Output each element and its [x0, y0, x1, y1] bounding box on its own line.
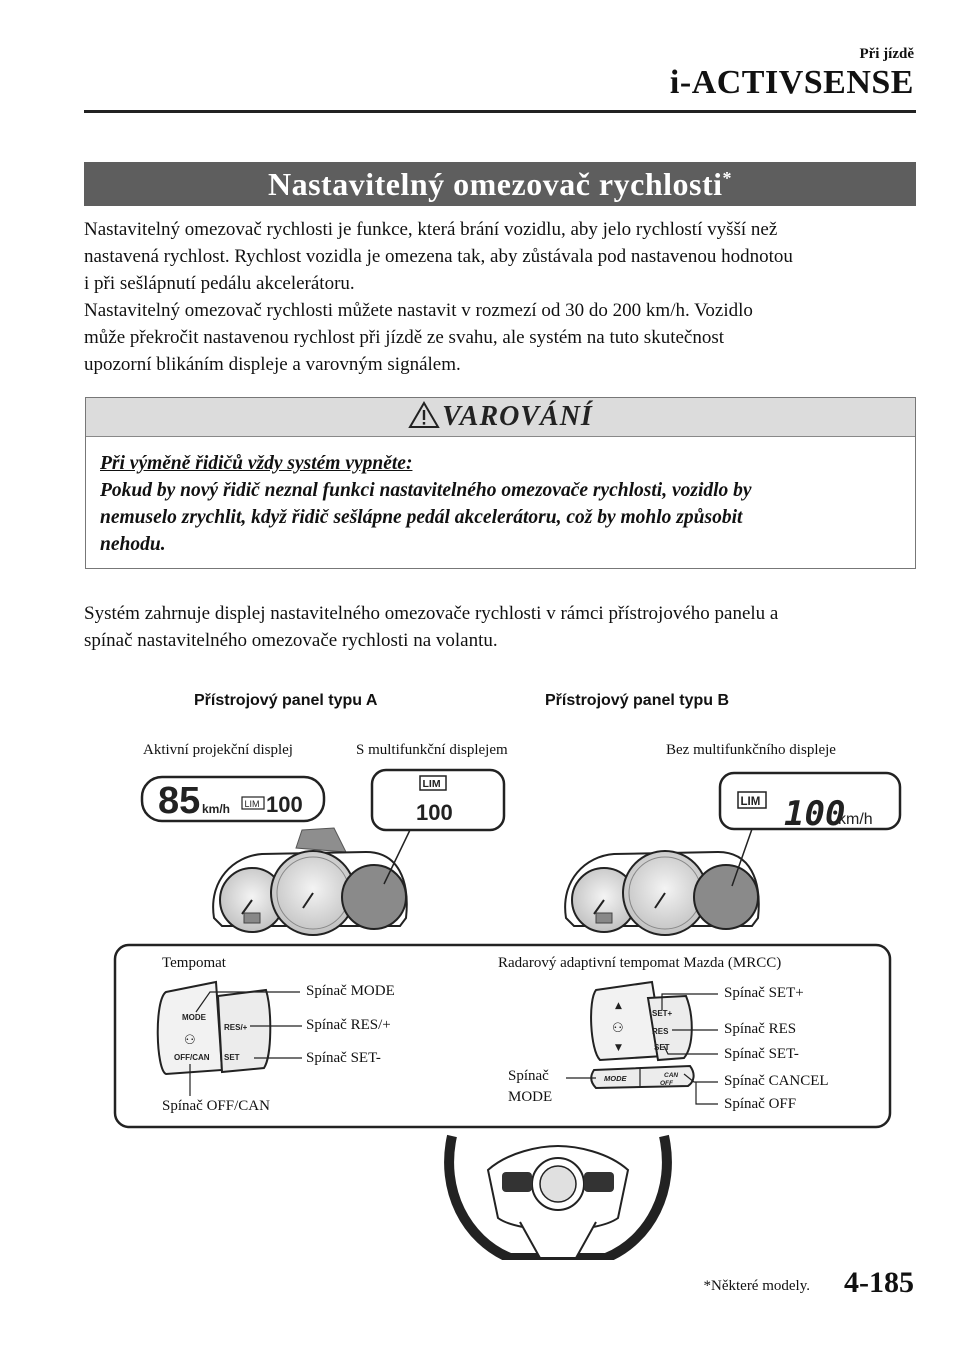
- mrcc-title: Radarový adaptivní tempomat Mazda (MRCC): [498, 955, 782, 971]
- mfd-display: [372, 770, 504, 884]
- cluster-b: [565, 851, 759, 935]
- mrcc-mode-label-2: MODE: [508, 1089, 553, 1105]
- hud-label: Aktivní projekční displej: [143, 742, 293, 758]
- mrcc-off-label: Spínač OFF: [724, 1096, 797, 1112]
- mode-button-text: MODE: [182, 1013, 206, 1022]
- system-line: Systém zahrnuje displej nastavitelného omezovače rychlosti v rámci přístrojového panelu a: [84, 603, 779, 624]
- segment-unit: km/h: [838, 811, 873, 828]
- instrument-figure: [0, 760, 960, 1260]
- cruise-mode-label: Spínač MODE: [306, 983, 395, 999]
- set-plus-button-text: SET+: [652, 1009, 673, 1018]
- mrcc-mode-label-1: Spínač: [508, 1068, 549, 1084]
- warning-heading: Při výměně řidičů vždy systém vypněte:: [100, 453, 413, 474]
- no-mfd-label: Bez multifunkčního displeje: [666, 742, 836, 758]
- system-line: spínač nastavitelného omezovače rychlosti na volantu.: [84, 630, 498, 651]
- warning-title: VAROVÁNÍ: [442, 401, 593, 432]
- header-title: i-ACTIVSENSE: [669, 64, 914, 101]
- res-button-text: RES/+: [224, 1023, 248, 1032]
- warning-box: [85, 397, 916, 569]
- section-title: [84, 162, 916, 206]
- hud-unit: km/h: [202, 802, 231, 816]
- warning-line: nehodu.: [100, 534, 166, 555]
- warning-header: [86, 398, 915, 437]
- cruise-icon: ⚇: [184, 1033, 196, 1048]
- mfd-label: S multifunkční displejem: [356, 742, 508, 758]
- section-title-text: Nastavitelný omezovač rychlosti: [267, 166, 723, 202]
- intro-line: nastavená rychlost. Rychlost vozidla je omezena tak, aby zůstávala pod nastavenou hodnotou: [84, 246, 793, 267]
- steering-wheel: [449, 1136, 667, 1258]
- hud-display: [142, 777, 324, 822]
- panel-b-label: Přístrojový panel typu B: [545, 692, 730, 709]
- segment-limit-value: 100: [784, 794, 846, 834]
- res-short-button-text: RES: [652, 1027, 669, 1036]
- mrcc-set-plus-label: Spínač SET+: [724, 985, 804, 1001]
- intro-line: Nastavitelný omezovač rychlosti můžete nastavit v rozmezí od 30 do 200 km/h. Vozidlo: [84, 300, 753, 321]
- cruise-switch: [158, 982, 271, 1074]
- mfd-lim-icon: LIM: [422, 778, 441, 790]
- header-section: Při jízdě: [859, 46, 914, 62]
- hud-lim-icon: LIM: [244, 799, 260, 809]
- cruise-title: Tempomat: [162, 955, 226, 971]
- warning-body: [100, 450, 900, 558]
- mrcc-set-minus-label: Spínač SET-: [724, 1046, 799, 1062]
- page-number: 4-185: [844, 1266, 914, 1299]
- mrcc-cancel-label: Spínač CANCEL: [724, 1073, 829, 1089]
- mode-button-text-b: MODE: [604, 1074, 627, 1083]
- off-button-text: OFF: [660, 1080, 673, 1087]
- set-button-text: SET: [224, 1053, 240, 1062]
- intro-line: Nastavitelný omezovač rychlosti je funkce, která brání vozidlu, aby jelo rychlostí vyšší než: [84, 219, 778, 240]
- intro-paragraph: [84, 216, 916, 378]
- cruise-res-label: Spínač RES/+: [306, 1017, 391, 1033]
- offcan-button-text: OFF/CAN: [174, 1053, 210, 1062]
- intro-line: upozorní blikáním displeje a varovným signálem.: [84, 354, 461, 375]
- cruise-off-label: Spínač OFF/CAN: [162, 1098, 270, 1114]
- segment-lim-icon: LIM: [740, 796, 761, 808]
- distance-icon: ⚇: [612, 1021, 624, 1036]
- set-minus-button-text: SET: [654, 1043, 670, 1052]
- mrcc-res-label: Spínač RES: [724, 1021, 797, 1037]
- hud-speed: 85: [158, 780, 201, 822]
- cruise-set-label: Spínač SET-: [306, 1050, 381, 1066]
- section-title-asterisk: *: [722, 168, 732, 188]
- hud-limit-value: 100: [266, 792, 303, 817]
- mfd-limit-value: 100: [416, 800, 453, 825]
- warning-line: Pokud by nový řidič neznal funkci nastavitelného omezovače rychlosti, vozidlo by: [100, 480, 752, 501]
- intro-line: i při sešlápnutí pedálu akcelerátoru.: [84, 273, 355, 294]
- footnote: *Některé modely.: [703, 1278, 810, 1294]
- distance-up-icon: ▲: [615, 1001, 622, 1011]
- mrcc-switch: [591, 982, 694, 1088]
- system-paragraph: [84, 600, 916, 654]
- cluster-a: [213, 851, 407, 935]
- warning-triangle-icon: [408, 401, 440, 429]
- panel-a-label: Přístrojový panel typu A: [194, 692, 378, 709]
- distance-down-icon: ▼: [615, 1043, 622, 1053]
- warning-line: nemuselo zrychlit, když řidič sešlápne pedál akcelerátoru, což by mohlo způsobit: [100, 507, 743, 528]
- can-button-text: CAN: [664, 1072, 679, 1079]
- intro-line: může překročit nastavenou rychlost při jízdě ze svahu, ale systém na tuto skutečnost: [84, 327, 725, 348]
- header-divider: [84, 110, 916, 113]
